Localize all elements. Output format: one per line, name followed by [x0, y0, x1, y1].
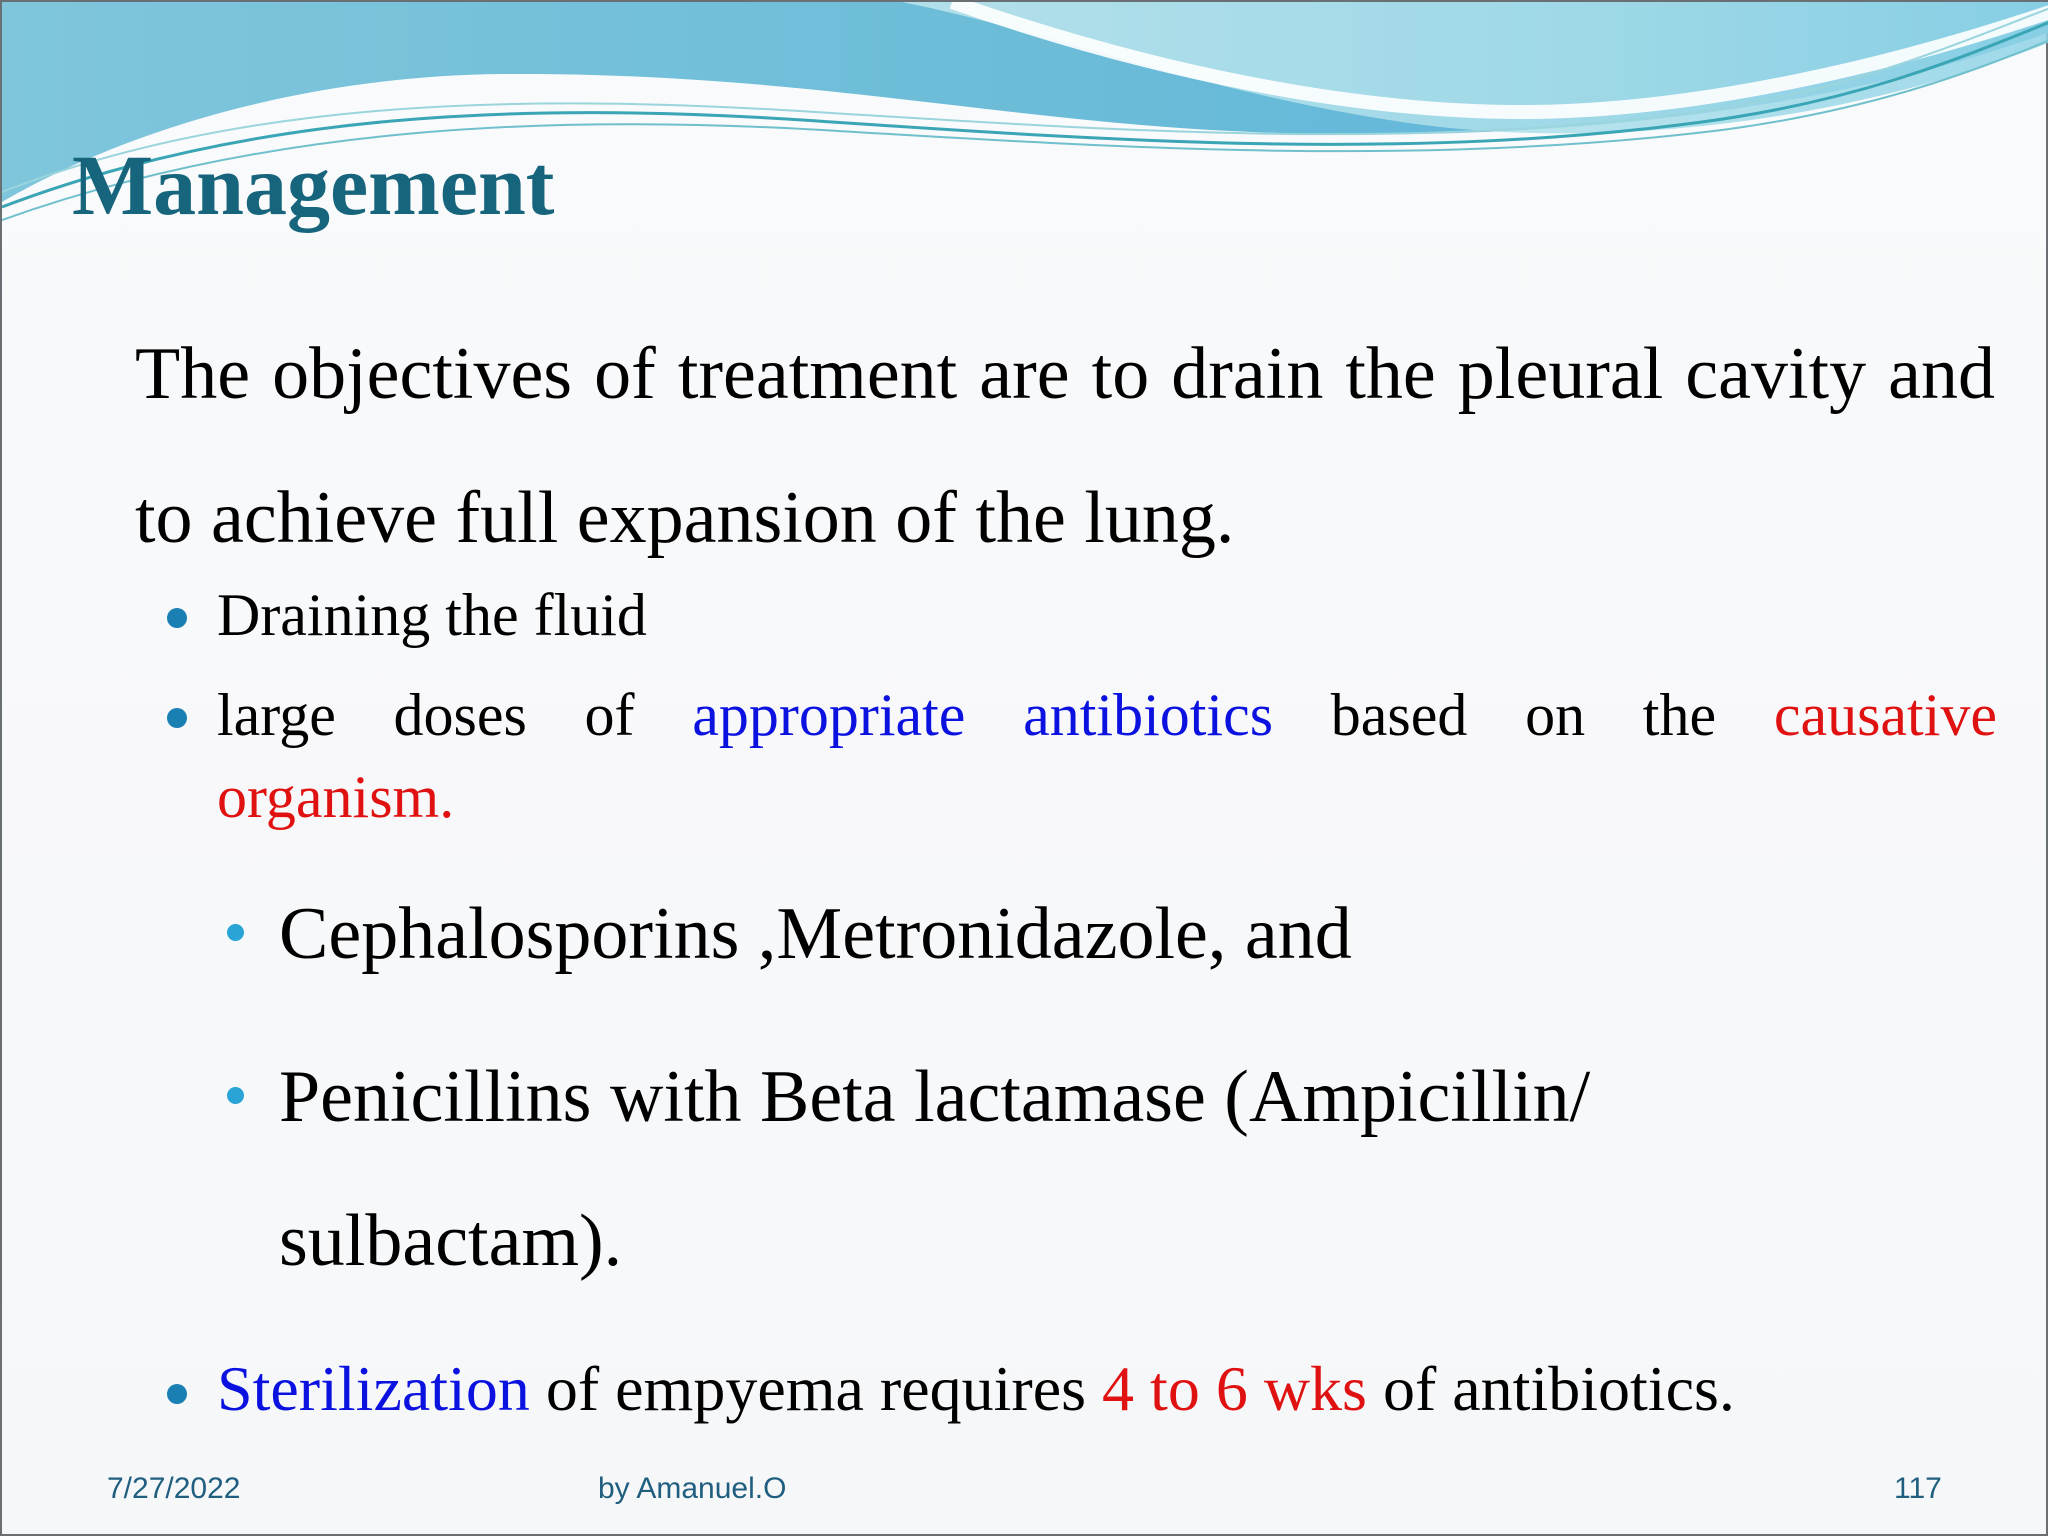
bullet-dot-icon [167, 1384, 187, 1404]
text-organism: organism. [217, 764, 455, 830]
bullet-dot-icon [167, 608, 187, 628]
sub-bullet-cephalosporins [227, 862, 1927, 1006]
text-sterilization: Sterilization [217, 1353, 530, 1424]
sub-bullet-text: Penicillins with Beta lactamase (Ampicillin/ sulbactam). [279, 1056, 1591, 1282]
text-causative: causative [1773, 682, 1998, 748]
bullet-dot-icon [227, 1087, 244, 1104]
text-duration: 4 to 6 wks [1102, 1353, 1367, 1424]
bullet-text [217, 1348, 1997, 1430]
bullet-text [217, 674, 1997, 838]
text-plain: large doses of [217, 682, 635, 748]
sub-bullet-penicillins [227, 1025, 1927, 1313]
footer-author: by Amanuel.O [598, 1472, 787, 1505]
text-plain: of empyema requires [545, 1353, 1087, 1424]
text-appropriate-antibiotics: appropriate antibiotics [692, 682, 1274, 748]
bullet-draining [167, 574, 1997, 656]
bullet-antibiotics [167, 674, 1997, 838]
bullet-dot-icon [227, 924, 244, 941]
intro-paragraph: The objectives of treatment are to drain the pleural cavity and to achieve full expansion of the lung. [135, 333, 1995, 559]
slide-title: Management [72, 137, 555, 233]
bullet-dot-icon [167, 708, 187, 728]
bullet-text: Draining the fluid [217, 582, 647, 648]
sub-bullet-text: Cephalosporins ,Metronidazole, and [279, 893, 1352, 975]
footer-page-number: 117 [1894, 1472, 1942, 1505]
text-plain: of antibiotics. [1382, 1353, 1735, 1424]
bullet-line-1 [217, 674, 1997, 756]
bullet-sterilization [167, 1348, 1997, 1430]
text-plain: based on the [1330, 682, 1717, 748]
footer-date: 7/27/2022 [107, 1472, 241, 1505]
